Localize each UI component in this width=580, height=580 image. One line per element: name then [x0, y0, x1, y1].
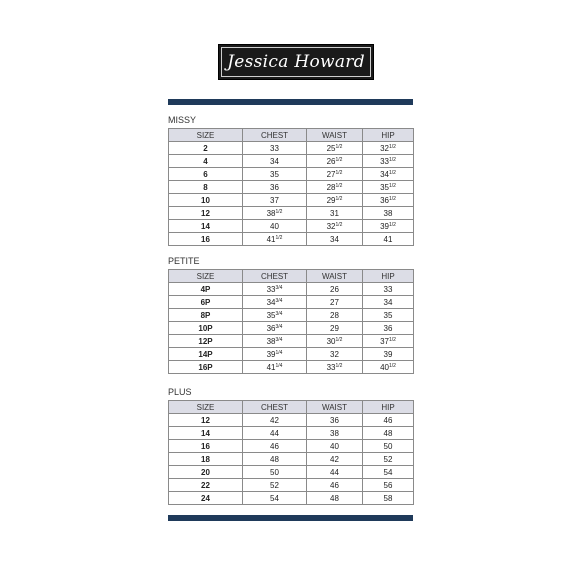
cell-hip: $33^{1/2}$ [363, 155, 414, 168]
table-row [169, 194, 414, 207]
cell-chest: 46 [243, 440, 307, 453]
cell-waist: 28 [307, 309, 363, 322]
cell-hip: 58 [363, 492, 414, 505]
cell-hip: 39 [363, 348, 414, 361]
cell-hip: 41 [363, 233, 414, 246]
cell-size: 4P [169, 283, 243, 296]
table-row [169, 207, 414, 220]
fraction: 1/2 [335, 195, 343, 202]
cell-size: 18 [169, 453, 243, 466]
table-row [169, 283, 414, 296]
fraction: 1/2 [335, 336, 343, 343]
fraction: 1/2 [388, 195, 396, 202]
cell-waist: 40 [307, 440, 363, 453]
cell-chest: $41^{1/2}$ [243, 233, 307, 246]
fraction: 1/2 [335, 221, 343, 228]
cell-hip: 36 [363, 322, 414, 335]
column-header-chest: CHEST [243, 129, 307, 142]
cell-size: 14 [169, 220, 243, 233]
fraction: 3/4 [275, 310, 283, 317]
cell-waist: 32 [307, 348, 363, 361]
cell-size: 16 [169, 233, 243, 246]
bottom-divider-bar [168, 515, 413, 521]
table-row [169, 233, 414, 246]
cell-size: 10P [169, 322, 243, 335]
cell-hip: 33 [363, 283, 414, 296]
cell-chest: 37 [243, 194, 307, 207]
missy-section [168, 114, 413, 246]
cell-chest: 40 [243, 220, 307, 233]
column-header-hip: HIP [363, 129, 414, 142]
cell-waist: 34 [307, 233, 363, 246]
cell-hip: $39^{1/2}$ [363, 220, 414, 233]
cell-waist: 46 [307, 479, 363, 492]
fraction: 3/4 [275, 297, 283, 304]
table-header-row [169, 270, 414, 283]
cell-size: 14 [169, 427, 243, 440]
cell-waist: 42 [307, 453, 363, 466]
cell-size: 20 [169, 466, 243, 479]
cell-waist: 27 [307, 296, 363, 309]
cell-chest: $35^{3/4}$ [243, 309, 307, 322]
cell-waist: 44 [307, 466, 363, 479]
cell-hip: 48 [363, 427, 414, 440]
fraction: 1/2 [388, 169, 396, 176]
cell-waist: 36 [307, 414, 363, 427]
table-row [169, 168, 414, 181]
fraction: 1/2 [388, 336, 396, 343]
table-row [169, 155, 414, 168]
cell-hip: $37^{1/2}$ [363, 335, 414, 348]
column-header-size: SIZE [169, 270, 243, 283]
cell-hip: 38 [363, 207, 414, 220]
cell-waist: 48 [307, 492, 363, 505]
brand-logo [218, 44, 374, 80]
cell-waist: 31 [307, 207, 363, 220]
cell-chest: 54 [243, 492, 307, 505]
table-row [169, 322, 414, 335]
table-row [169, 348, 414, 361]
cell-size: 12 [169, 207, 243, 220]
column-header-chest: CHEST [243, 401, 307, 414]
fraction: 1/2 [335, 182, 343, 189]
fraction: 1/2 [335, 156, 343, 163]
cell-size: 22 [169, 479, 243, 492]
cell-waist: $27^{1/2}$ [307, 168, 363, 181]
column-header-waist: WAIST [307, 270, 363, 283]
fraction: 1/2 [275, 208, 283, 215]
cell-hip: 54 [363, 466, 414, 479]
cell-chest: $34^{3/4}$ [243, 296, 307, 309]
column-header-hip: HIP [363, 401, 414, 414]
fraction: 1/2 [388, 143, 396, 150]
cell-hip: 50 [363, 440, 414, 453]
cell-size: 16P [169, 361, 243, 374]
cell-hip: $34^{1/2}$ [363, 168, 414, 181]
cell-hip: $32^{1/2}$ [363, 142, 414, 155]
cell-chest: 34 [243, 155, 307, 168]
table-row [169, 492, 414, 505]
fraction: 3/4 [275, 323, 283, 330]
cell-waist: $26^{1/2}$ [307, 155, 363, 168]
table-row [169, 335, 414, 348]
cell-size: 2 [169, 142, 243, 155]
fraction: 1/2 [275, 234, 283, 241]
cell-size: 4 [169, 155, 243, 168]
fraction: 1/2 [388, 156, 396, 163]
fraction: 3/4 [275, 284, 283, 291]
section-title-plus: PLUS [168, 387, 192, 397]
size-table-petite [168, 269, 414, 374]
cell-chest: 33 [243, 142, 307, 155]
cell-chest: 36 [243, 181, 307, 194]
cell-waist: $33^{1/2}$ [307, 361, 363, 374]
cell-waist: $30^{1/2}$ [307, 335, 363, 348]
section-title-petite: PETITE [168, 256, 200, 266]
cell-chest: $39^{1/4}$ [243, 348, 307, 361]
cell-chest: $36^{3/4}$ [243, 322, 307, 335]
cell-waist: 38 [307, 427, 363, 440]
cell-size: 14P [169, 348, 243, 361]
cell-size: 8P [169, 309, 243, 322]
table-row [169, 479, 414, 492]
section-title-missy: MISSY [168, 115, 197, 125]
cell-hip: 56 [363, 479, 414, 492]
table-row [169, 414, 414, 427]
cell-chest: 50 [243, 466, 307, 479]
table-row [169, 181, 414, 194]
cell-chest: 44 [243, 427, 307, 440]
table-row [169, 142, 414, 155]
cell-hip: 35 [363, 309, 414, 322]
column-header-size: SIZE [169, 129, 243, 142]
cell-chest: $38^{1/2}$ [243, 207, 307, 220]
cell-size: 8 [169, 181, 243, 194]
cell-size: 6 [169, 168, 243, 181]
fraction: 1/4 [275, 362, 283, 369]
cell-chest: 35 [243, 168, 307, 181]
fraction: 1/2 [335, 143, 343, 150]
cell-waist: $29^{1/2}$ [307, 194, 363, 207]
cell-chest: $33^{3/4}$ [243, 283, 307, 296]
column-header-waist: WAIST [307, 129, 363, 142]
fraction: 1/2 [335, 362, 343, 369]
cell-hip: $35^{1/2}$ [363, 181, 414, 194]
size-table-missy [168, 128, 414, 246]
cell-hip: $40^{1/2}$ [363, 361, 414, 374]
column-header-hip: HIP [363, 270, 414, 283]
plus-section [168, 386, 413, 505]
size-table-plus [168, 400, 414, 505]
cell-waist: 26 [307, 283, 363, 296]
cell-hip: 52 [363, 453, 414, 466]
table-row [169, 440, 414, 453]
cell-size: 10 [169, 194, 243, 207]
table-header-row [169, 401, 414, 414]
cell-waist: $25^{1/2}$ [307, 142, 363, 155]
cell-size: 12 [169, 414, 243, 427]
table-row [169, 466, 414, 479]
table-header-row [169, 129, 414, 142]
column-header-size: SIZE [169, 401, 243, 414]
fraction: 1/2 [388, 362, 396, 369]
cell-hip: $36^{1/2}$ [363, 194, 414, 207]
fraction: 1/2 [335, 169, 343, 176]
cell-waist: $28^{1/2}$ [307, 181, 363, 194]
cell-hip: 34 [363, 296, 414, 309]
fraction: 1/4 [275, 349, 283, 356]
top-divider-bar [168, 99, 413, 105]
table-row [169, 453, 414, 466]
cell-chest: $38^{3/4}$ [243, 335, 307, 348]
table-row [169, 427, 414, 440]
table-row [169, 220, 414, 233]
cell-size: 12P [169, 335, 243, 348]
fraction: 1/2 [388, 182, 396, 189]
petite-section [168, 255, 413, 374]
cell-hip: 46 [363, 414, 414, 427]
cell-size: 24 [169, 492, 243, 505]
cell-chest: 48 [243, 453, 307, 466]
brand-logo-text: Jessica Howard [221, 47, 371, 77]
cell-size: 6P [169, 296, 243, 309]
cell-chest: $41^{1/4}$ [243, 361, 307, 374]
cell-waist: $32^{1/2}$ [307, 220, 363, 233]
column-header-chest: CHEST [243, 270, 307, 283]
cell-size: 16 [169, 440, 243, 453]
column-header-waist: WAIST [307, 401, 363, 414]
fraction: 3/4 [275, 336, 283, 343]
table-row [169, 309, 414, 322]
table-row [169, 361, 414, 374]
fraction: 1/2 [388, 221, 396, 228]
cell-chest: 42 [243, 414, 307, 427]
cell-chest: 52 [243, 479, 307, 492]
cell-waist: 29 [307, 322, 363, 335]
table-row [169, 296, 414, 309]
